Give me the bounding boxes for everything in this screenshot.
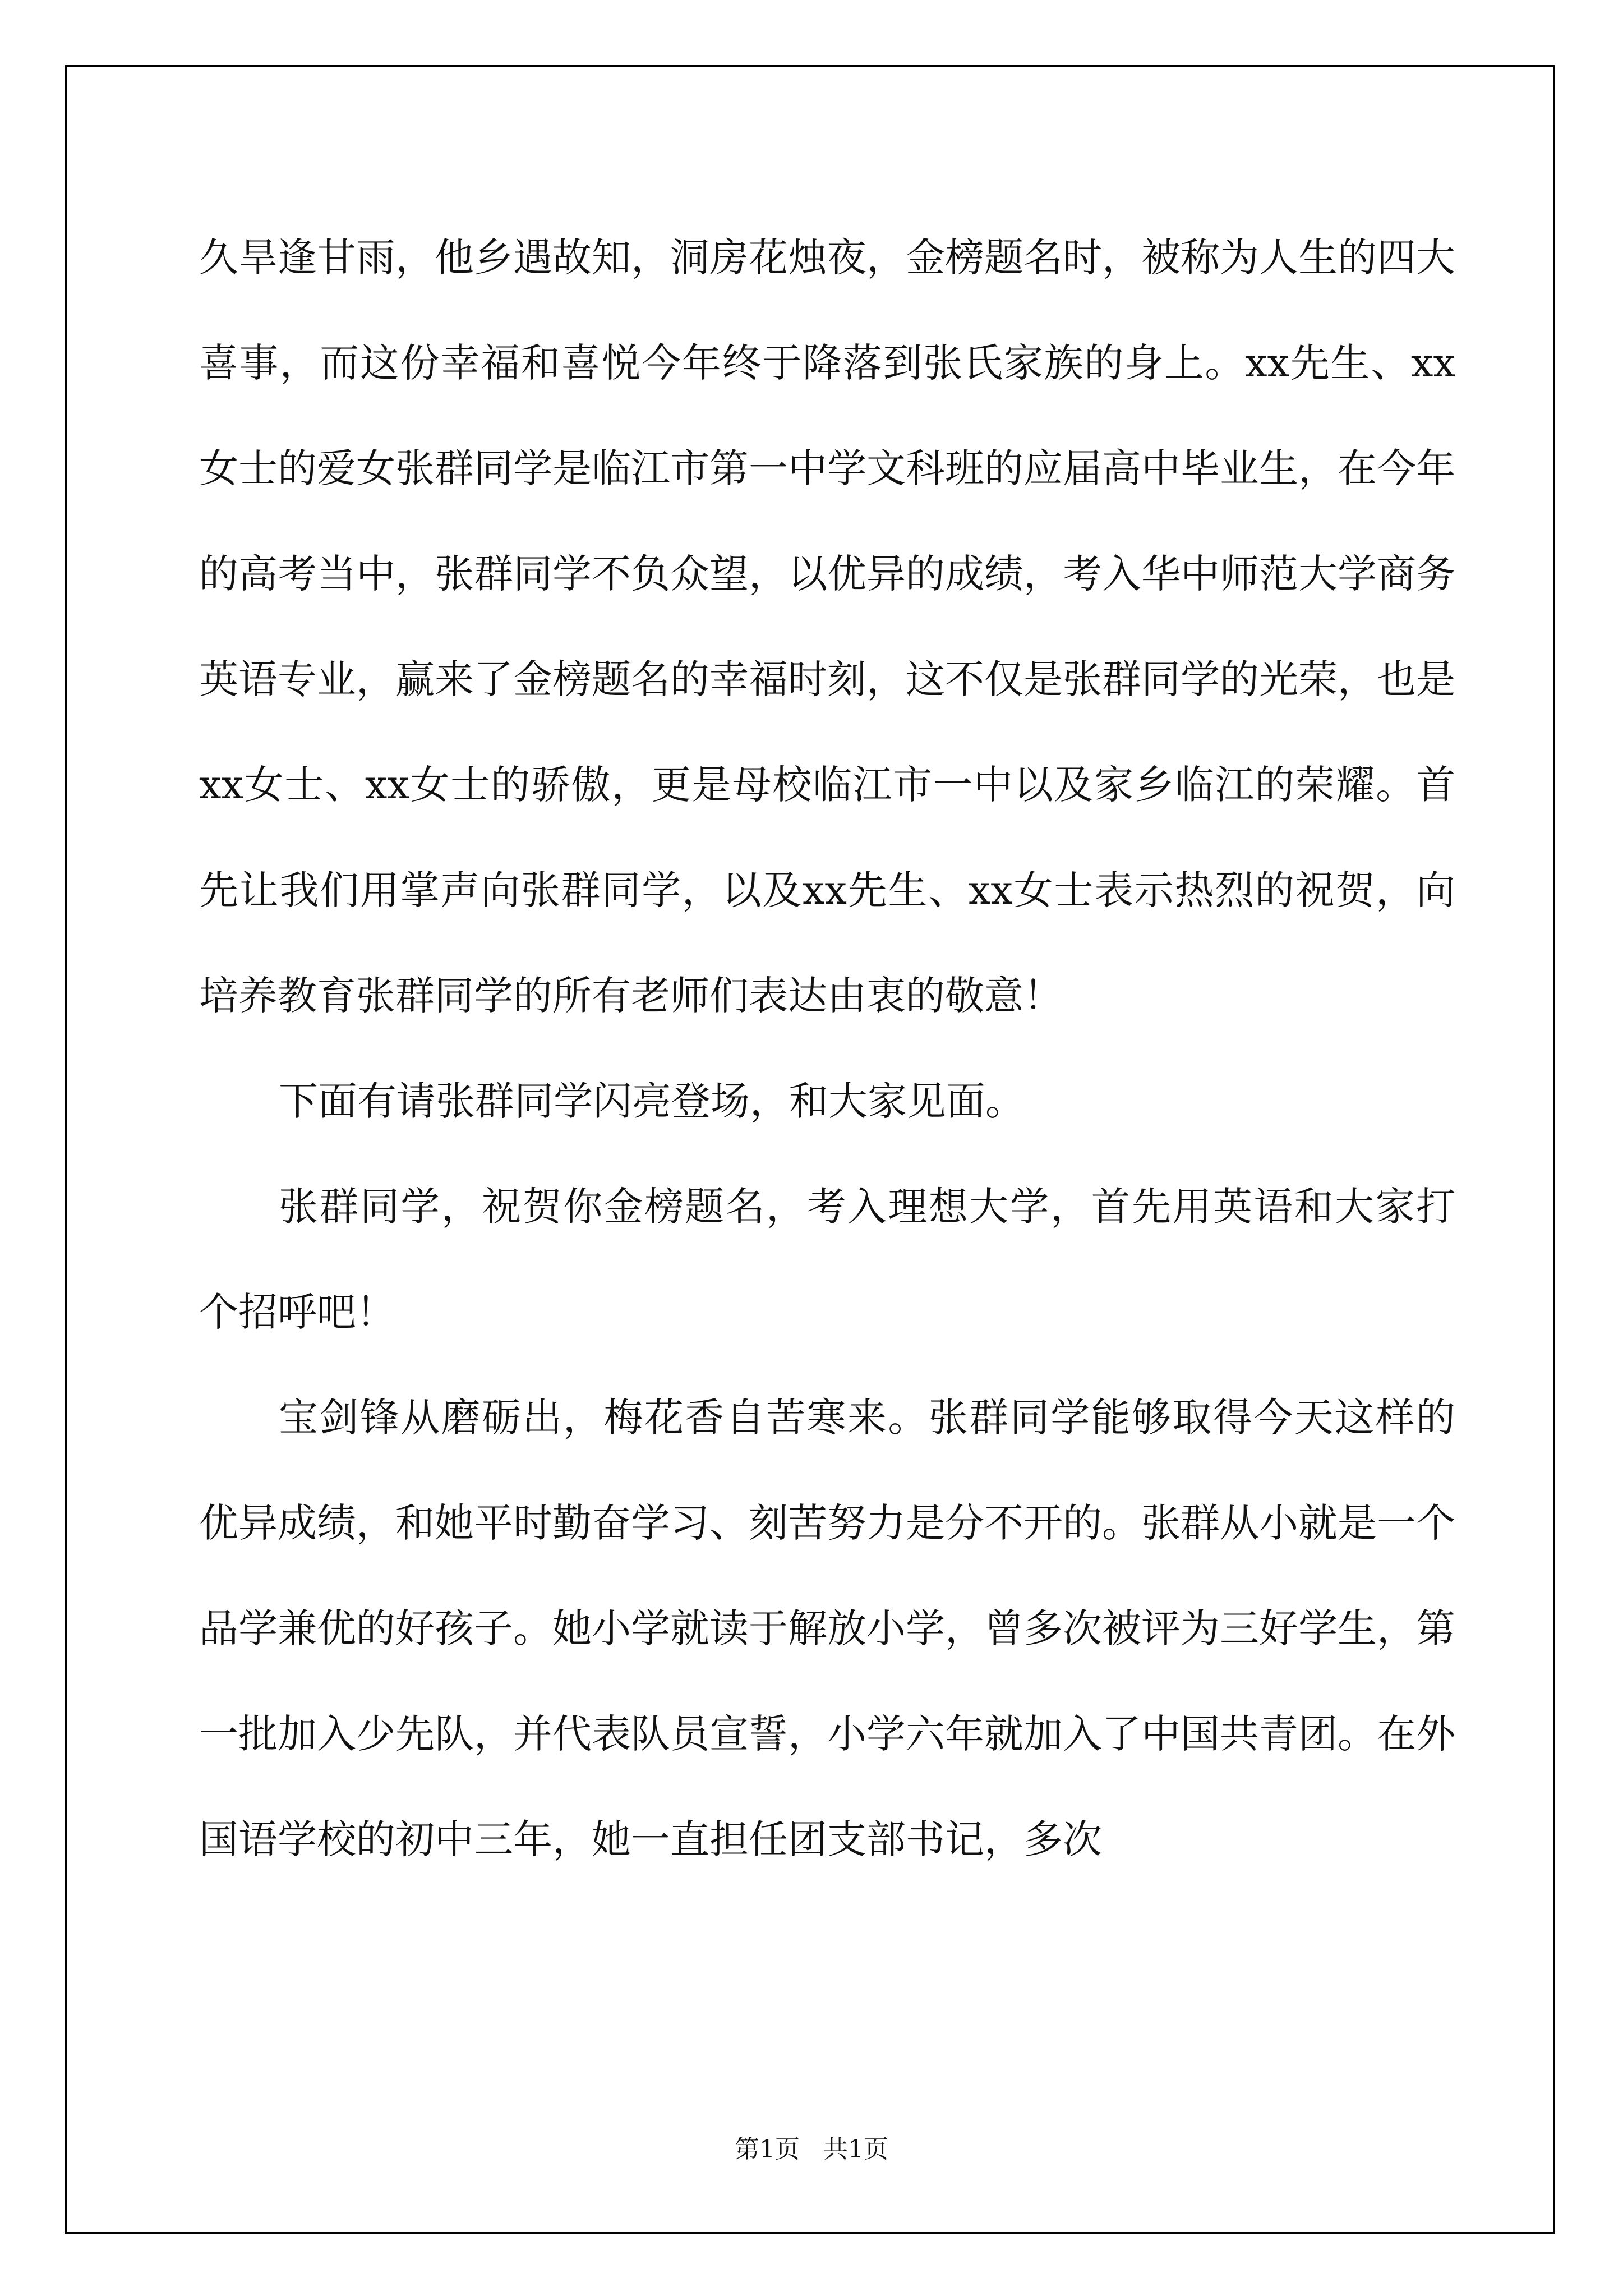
paragraph-1: 久旱逢甘雨，他乡遇故知，洞房花烛夜，金榜题名时，被称为人生的四大喜事，而这份幸福和喜悦今年终于降落到张氏家族的身上。xx先生、xx女士的爱女张群同学是临江市第一中学文科班的应届高中毕业生，在今年的高考当中，张群同学不负众望，以优异的成绩，考入华中师范大学商务英语专业，赢来了金榜题名的幸福时刻，这不仅是张群同学的光荣，也是xx女士、xx女士的骄傲，更是母校临江市一中以及家乡临江的荣耀。首先让我们用掌声向张群同学，以及xx先生、xx女士表示热烈的祝贺，向培养教育张群同学的所有老师们表达由衷的敬意！ (199, 234, 1455, 1019)
page-number-footer: 第1页 共1页 (735, 2135, 888, 2164)
paragraph-4: 宝剑锋从磨砺出，梅花香自苦寒来。张群同学能够取得今天这样的优异成绩，和她平时勤奋学习、刻苦努力是分不开的。张群从小就是一个品学兼优的好孩子。她小学就读于解放小学，曾多次被评为三好学生，第一批加入少先队，并代表队员宣誓，小学六年就加入了中国共青团。在外国语学校的初中三年，她一直担任团支部书记，多次 (199, 1395, 1455, 1862)
document-body (199, 205, 1455, 1892)
paragraph-3: 张群同学，祝贺你金榜题名，考入理想大学，首先用英语和大家打个招呼吧！ (199, 1184, 1455, 1335)
paragraph-2: 下面有请张群同学闪亮登场，和大家见面。 (279, 1078, 1025, 1124)
